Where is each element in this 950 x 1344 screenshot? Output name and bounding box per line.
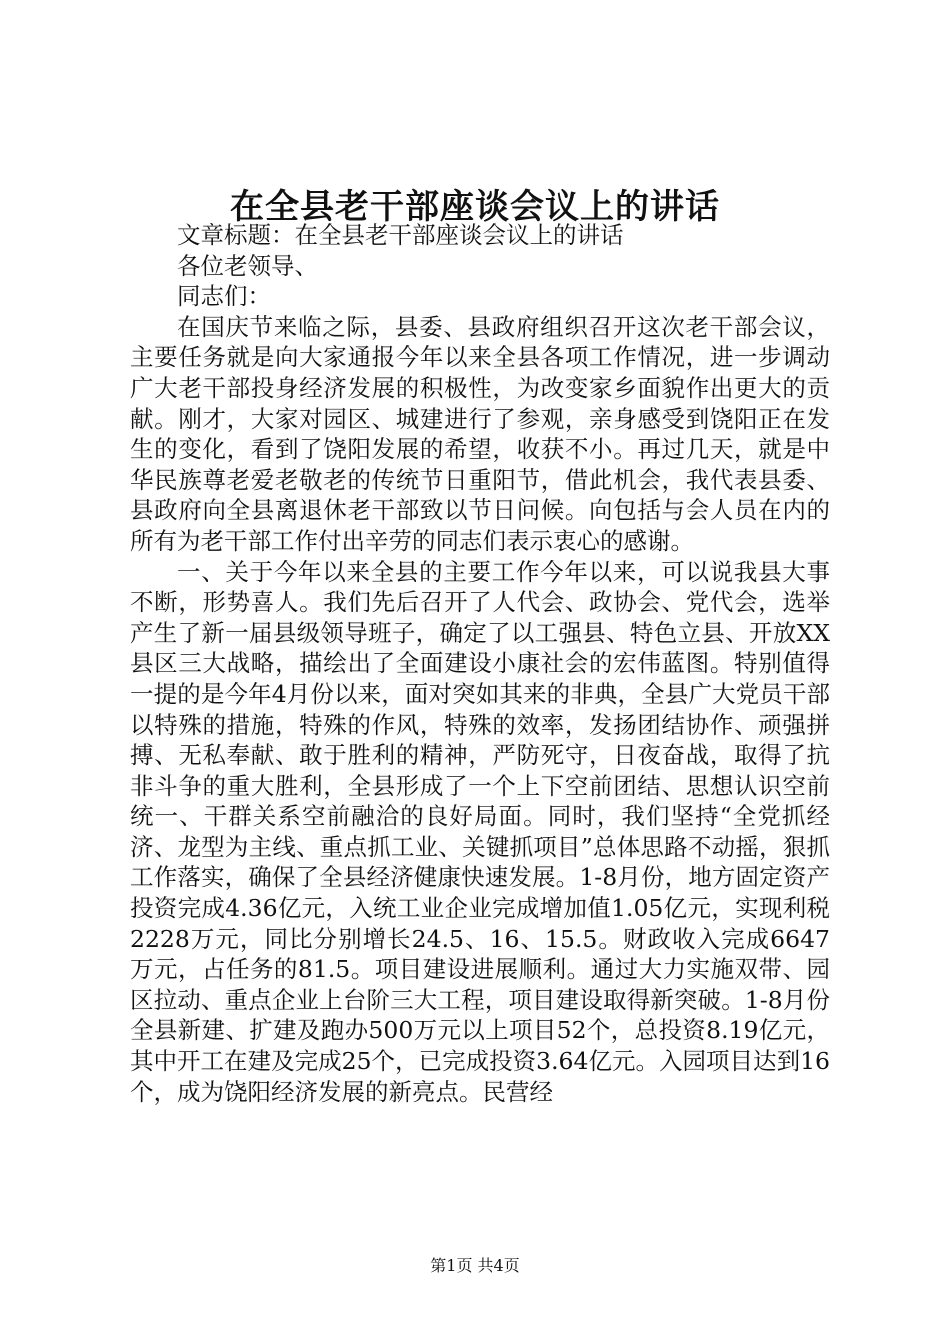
salutation-line-1: 各位老领导、 (177, 251, 318, 280)
document-body (130, 220, 830, 1182)
article-title-line: 文章标题：在全县老干部座谈会议上的讲话 (177, 221, 624, 249)
document-title: 在全县老干部座谈会议上的讲话 (230, 187, 720, 227)
page-footer: 第1页 共4页 (430, 1256, 520, 1275)
paragraph-section-1: 一、关于今年以来全县的主要工作今年以来，可以说我县大事不断，形势喜人。我们先后召开了人代会、政协会、党代会，选举产生了新一届县级领导班子，确定了以工强县、特色立县、开放XX县区三大战略，描绘出了全面建设小康社会的宏伟蓝图。特别值得一提的是今年4月份以来，面对突如其来的非典，全县广大党员干部以特殊的措施，特殊的作风，特殊的效率，发扬团结协作、顽强拼搏、无私奉献、敢于胜利的精神，严防死守，日夜奋战，取得了抗非斗争的重大胜利，全县形成了一个上下空前团结、思想认识空前统一、干群关系空前融洽的良好局面。同时，我们坚持“全党抓经济、龙型为主线、重点抓工业、关键抓项目”总体思路不动摇，狠抓工作落实，确保了全县经济健康快速发展。1-8月份，地方固定资产投资完成4.36亿元，入统工业企业完成增加值1.05亿元，实现利税2228万元，同比分别增长24.5、16、15.5。财政收入完成6647万元，占任务的81.5。项目建设进展顺利。通过大力实施双带、园区拉动、重点企业上台阶三大工程，项目建设取得新突破。1-8月份全县新建、扩建及跑办500万元以上项目52个，总投资8.19亿元，其中开工在建及完成25个，已完成投资3.64亿元。入园项目达到16个，成为饶阳经济发展的新亮点。民营经 (130, 557, 830, 1106)
salutation-line-2: 同志们： (177, 282, 271, 311)
paragraph-intro: 在国庆节来临之际，县委、县政府组织召开这次老干部会议，主要任务就是向大家通报今年以来全县各项工作情况，进一步调动广大老干部投身经济发展的积极性，为改变家乡面貌作出更大的贡献。刚才，大家对园区、城建进行了参观，亲身感受到饶阳正在发生的变化，看到了饶阳发展的希望，收获不小。再过几天，就是中华民族尊老爱老敬老的传统节日重阳节，借此机会，我代表县委、县政府向全县离退休老干部致以节日问候。向包括与会人员在内的所有为老干部工作付出辛劳的同志们表示衷心的感谢。 (130, 312, 830, 555)
